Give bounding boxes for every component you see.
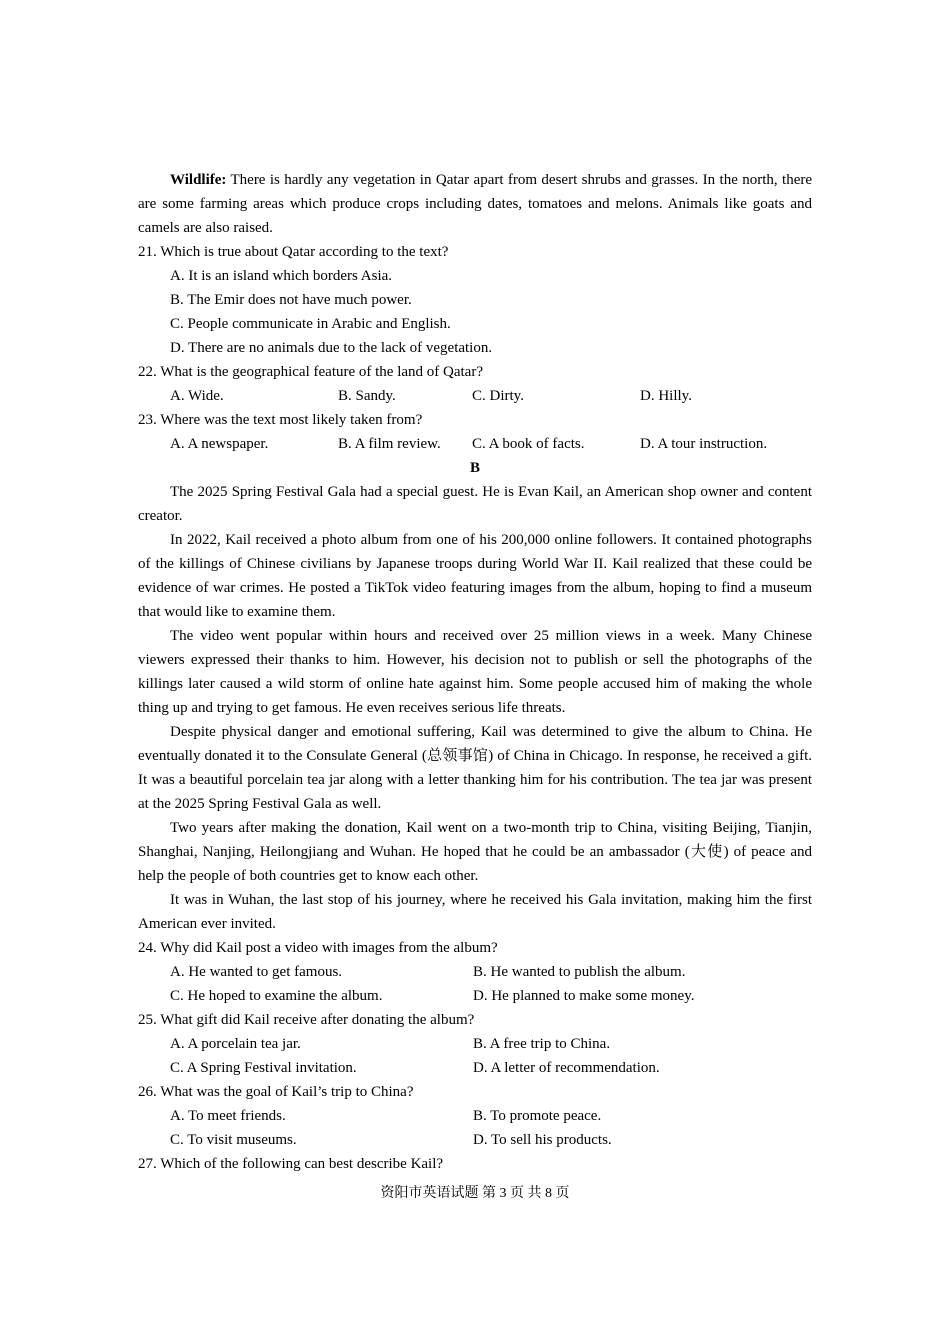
q26-option-d[interactable]: D. To sell his products.	[473, 1132, 612, 1148]
q22-option-c[interactable]: C. Dirty.	[472, 388, 524, 404]
question-24: 24. Why did Kail post a video with images from the album?	[138, 940, 498, 956]
q23-option-b[interactable]: B. A film review.	[338, 436, 441, 452]
wildlife-paragraph	[138, 168, 812, 240]
q22-options	[138, 384, 812, 408]
question-22: 22. What is the geographical feature of the land of Qatar?	[138, 364, 483, 380]
q24-options-row-2	[138, 984, 812, 1008]
q25-option-d[interactable]: D. A letter of recommendation.	[473, 1060, 660, 1076]
question-23: 23. Where was the text most likely taken from?	[138, 412, 423, 428]
question-25: 25. What gift did Kail receive after donating the album?	[138, 1012, 475, 1028]
q24-option-d[interactable]: D. He planned to make some money.	[473, 988, 695, 1004]
q23-option-d[interactable]: D. A tour instruction.	[640, 436, 768, 452]
wildlife-text: There is hardly any vegetation in Qatar apart from desert shrubs and grasses. In the north, there are some farming areas which produce crops including dates, tomatoes and melons. Animals like goats and camels are also raised.	[138, 172, 812, 236]
q24-option-a[interactable]: A. He wanted to get famous.	[170, 964, 343, 980]
question-27: 27. Which of the following can best describe Kail?	[138, 1156, 444, 1172]
passage-b-paragraph-3: The video went popular within hours and received over 25 million views in a week. Many Chinese viewers expressed their thanks to him. However, his decision not to publish or sell the photographs of the killings later caused a wild storm of online hate against him. Some people accused him of making the whole thing up and trying to get famous. He even receives serious life threats.	[138, 628, 812, 716]
section-b-heading: B	[469, 460, 480, 476]
passage-b-paragraph-5: Two years after making the donation, Kail went on a two-month trip to China, visiting Beijing, Tianjin, Shanghai, Nanjing, Heilongjiang and Wuhan. He hoped that he could be an ambassador (大使) of peace and help the people of both countries get to know each other.	[138, 820, 812, 884]
passage-b-paragraph-2: In 2022, Kail received a photo album from one of his 200,000 online followers. It contained photographs of the killings of Chinese civilians by Japanese troops during World War II. Kail realized that these could be evidence of war crimes. He posted a TikTok video featuring images from the album, hoping to find a museum that would like to examine them.	[138, 532, 812, 620]
passage-b-paragraph-4: Despite physical danger and emotional suffering, Kail was determined to give the album to China. He eventually donated it to the Consulate General (总领事馆) of China in Chicago. In response, he received a gift. It was a beautiful porcelain tea jar along with a letter thanking him for his contribution. The tea jar was present at the 2025 Spring Festival Gala as well.	[138, 724, 812, 812]
q22-option-a[interactable]: A. Wide.	[170, 388, 224, 404]
exam-page	[138, 168, 812, 1176]
q23-options	[138, 432, 812, 456]
q24-options-row-1	[138, 960, 812, 984]
q26-option-b[interactable]: B. To promote peace.	[473, 1108, 602, 1124]
question-21: 21. Which is true about Qatar according to the text?	[138, 244, 449, 260]
q26-options-row-1	[138, 1104, 812, 1128]
q24-option-b[interactable]: B. He wanted to publish the album.	[473, 964, 686, 980]
passage-b-paragraph-1: The 2025 Spring Festival Gala had a special guest. He is Evan Kail, an American shop owner and content creator.	[138, 484, 812, 524]
q25-option-c[interactable]: C. A Spring Festival invitation.	[170, 1060, 357, 1076]
q26-option-a[interactable]: A. To meet friends.	[170, 1108, 286, 1124]
q26-option-c[interactable]: C. To visit museums.	[170, 1132, 297, 1148]
q21-option-b[interactable]: B. The Emir does not have much power.	[170, 292, 412, 308]
q22-option-d[interactable]: D. Hilly.	[640, 388, 692, 404]
page-footer: 资阳市英语试题 第 3 页 共 8 页	[380, 1186, 570, 1201]
q21-option-d[interactable]: D. There are no animals due to the lack of vegetation.	[170, 340, 493, 356]
q21-option-a[interactable]: A. It is an island which borders Asia.	[170, 268, 393, 284]
q22-option-b[interactable]: B. Sandy.	[338, 388, 396, 404]
q25-option-b[interactable]: B. A free trip to China.	[473, 1036, 611, 1052]
q23-option-a[interactable]: A. A newspaper.	[170, 436, 269, 452]
q25-options-row-1	[138, 1032, 812, 1056]
wildlife-label: Wildlife:	[170, 172, 227, 188]
q25-option-a[interactable]: A. A porcelain tea jar.	[170, 1036, 301, 1052]
q25-options-row-2	[138, 1056, 812, 1080]
q23-option-c[interactable]: C. A book of facts.	[472, 436, 585, 452]
q21-option-c[interactable]: C. People communicate in Arabic and English.	[170, 316, 451, 332]
question-26: 26. What was the goal of Kail’s trip to China?	[138, 1084, 414, 1100]
q26-options-row-2	[138, 1128, 812, 1152]
q24-option-c[interactable]: C. He hoped to examine the album.	[170, 988, 383, 1004]
passage-b-paragraph-6: It was in Wuhan, the last stop of his journey, where he received his Gala invitation, making him the first American ever invited.	[138, 892, 812, 932]
